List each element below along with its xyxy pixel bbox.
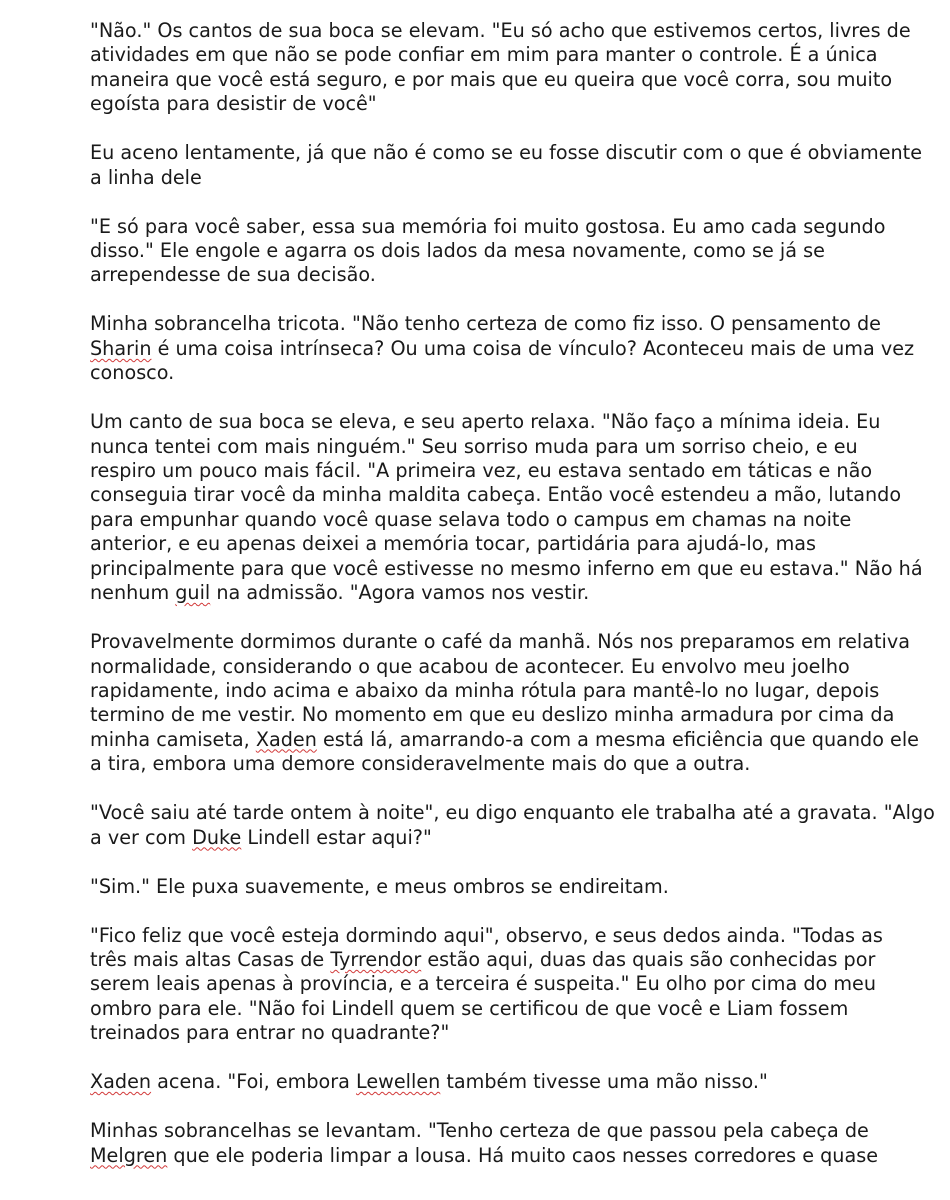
text-run: principalmente para que você estivesse no mesmo inferno em que eu estava." Não há [90, 556, 923, 580]
text-line [90, 1021, 880, 1045]
text-line [90, 92, 880, 116]
text-line [90, 483, 902, 507]
text-run: conseguia tirar você da minha maldita cabeça. Então você estendeu a mão, lutando [90, 483, 902, 507]
text-run: "Sim." Ele puxa suavemente, e meus ombros se endireitam. [90, 874, 669, 898]
misspelled-word: Duke [192, 825, 242, 849]
text-line [90, 410, 880, 434]
text-run: nunca tentei com mais ninguém." Seu sorriso muda para um sorriso cheio, e eu [90, 434, 858, 458]
text-line [90, 948, 880, 972]
text-run: respiro um pouco mais fácil. "A primeira vez, eu estava sentado em táticas e não [90, 459, 873, 483]
paragraph [90, 1119, 880, 1168]
text-line [90, 630, 910, 654]
text-run: "Você saiu até tarde ontem à noite", eu digo enquanto ele trabalha até a gravata. "Algo [90, 801, 935, 825]
text-line [90, 727, 919, 752]
text-line [90, 263, 880, 287]
text-line [90, 1119, 880, 1143]
text-line [90, 1144, 880, 1168]
text-line [90, 997, 880, 1021]
text-run: estão aqui, duas das quais são conhecidas por [421, 947, 876, 971]
text-run: conosco. [90, 361, 175, 385]
text-run: maneira que você está seguro, e por mais que eu queira que você corra, sou muito [90, 67, 893, 91]
text-run: acena. "Foi, embora [151, 1070, 356, 1094]
text-run: para empunhar quando você quase selava todo o campus em chamas na noite [90, 507, 852, 531]
text-run: termino de me vestir. No momento em que eu deslizo minha armadura por cima da [90, 703, 895, 727]
misspelled-word: Xaden [90, 1070, 152, 1094]
text-line [90, 141, 922, 165]
paragraph [90, 801, 935, 850]
text-run: "Não." Os cantos de sua boca se elevam. "Eu só acho que estivemos certos, livres de [90, 19, 911, 42]
text-run: que ele poderia limpar a lousa. Há muito caos nesses corredores e quase [167, 1143, 879, 1167]
text-line [90, 312, 880, 336]
text-run: Eu aceno lentamente, já que não é como se eu fosse discutir com o que é obviamente [90, 141, 922, 165]
text-line [90, 239, 880, 263]
paragraph [90, 141, 922, 190]
text-line [90, 19, 911, 43]
text-run: também tivesse uma mão nisso." [440, 1070, 768, 1094]
text-run: "E só para você saber, essa sua memória foi muito gostosa. Eu amo cada segundo [90, 214, 886, 238]
text-run: está lá, amarrando-a com a mesma eficiência que quando ele [316, 727, 919, 751]
text-run: é uma coisa intrínseca? Ou uma coisa de vínculo? Aconteceu mais de uma vez [151, 336, 915, 360]
text-run: atividades em que não se pode confiar em mim para manter o controle. É a única [90, 43, 878, 67]
paragraph [90, 923, 883, 1046]
text-run: Minhas sobrancelhas se levantam. "Tenho certeza de que passou pela cabeça de [90, 1119, 869, 1143]
text-run: Provavelmente dormimos durante o café da manhã. Nós nos preparamos em relativa [90, 630, 910, 654]
misspelled-word: Lewellen [356, 1070, 441, 1094]
paragraph [90, 312, 915, 385]
text-line [90, 1070, 880, 1094]
misspelled-word: Xaden [255, 727, 317, 751]
paragraph [90, 410, 923, 605]
text-line [90, 336, 915, 361]
text-line [90, 826, 880, 850]
text-line [90, 508, 880, 532]
text-run: rapidamente, indo acima e abaixo da minha rótula para mantê-lo no lugar, depois [90, 678, 880, 702]
text-run: egoísta para desistir de você" [90, 92, 377, 116]
text-line [90, 214, 886, 239]
text-line [90, 752, 880, 776]
text-run: serem leais apenas à província, e a terceira é suspeita." Eu olho por cima do meu [90, 972, 876, 996]
text-run: Um canto de sua boca se eleva, e seu aperto relaxa. "Não faço a mínima ideia. Eu [90, 410, 881, 434]
paragraph [90, 19, 911, 117]
text-line [90, 801, 935, 825]
text-line [90, 923, 883, 948]
text-line [90, 655, 880, 679]
text-run: disso." Ele engole e agarra os dois lados da mesa novamente, como se já se [90, 239, 825, 263]
text-run: minha camiseta, [90, 727, 256, 751]
paragraph [90, 875, 880, 899]
misspelled-word: Tyrrendor [330, 947, 422, 971]
text-run: na admissão. "Agora vamos nos vestir. [210, 581, 590, 605]
paragraph [90, 214, 886, 288]
text-run: "Fico feliz que você esteja dormindo aqui", observo, e seus dedos ainda. "Todas as [90, 923, 883, 947]
text-line [90, 435, 880, 459]
text-run: três mais altas Casas de [90, 947, 331, 971]
text-line [90, 459, 880, 483]
text-run: treinados para entrar no quadrante?" [90, 1021, 450, 1045]
text-run: ombro para ele. "Não foi Lindell quem se certificou de que você e Liam fossem [90, 996, 849, 1020]
text-run: arrependesse de sua decisão. [90, 263, 376, 287]
text-line [90, 703, 895, 727]
text-run: nenhum [90, 581, 176, 605]
paragraph [90, 630, 919, 776]
text-line [90, 532, 880, 556]
text-line [90, 581, 880, 605]
text-run: Minha sobrancelha tricota. "Não tenho certeza de como fiz isso. O pensamento de [90, 312, 881, 336]
misspelled-word: Sharin [90, 336, 152, 360]
text-run: normalidade, considerando o que acabou de acontecer. Eu envolvo meu joelho [90, 654, 850, 678]
text-line [90, 556, 923, 581]
text-run: a ver com [90, 825, 193, 849]
misspelled-word: guil [175, 581, 211, 605]
text-run: a linha dele [90, 165, 202, 189]
text-line [90, 972, 880, 996]
text-line [90, 43, 880, 67]
text-run: Lindell estar aqui?" [241, 825, 432, 849]
text-line [90, 361, 880, 385]
paragraph [90, 1070, 880, 1094]
text-line [90, 166, 880, 190]
text-run: a tira, embora uma demore consideravelmente mais do que a outra. [90, 752, 751, 776]
misspelled-word: Melgren [90, 1143, 168, 1167]
text-line [90, 875, 880, 899]
text-line [90, 67, 893, 92]
text-run: anterior, e eu apenas deixei a memória tocar, partidária para ajudá-lo, mas [90, 532, 817, 556]
document-body [90, 19, 935, 1193]
text-line [90, 679, 880, 703]
